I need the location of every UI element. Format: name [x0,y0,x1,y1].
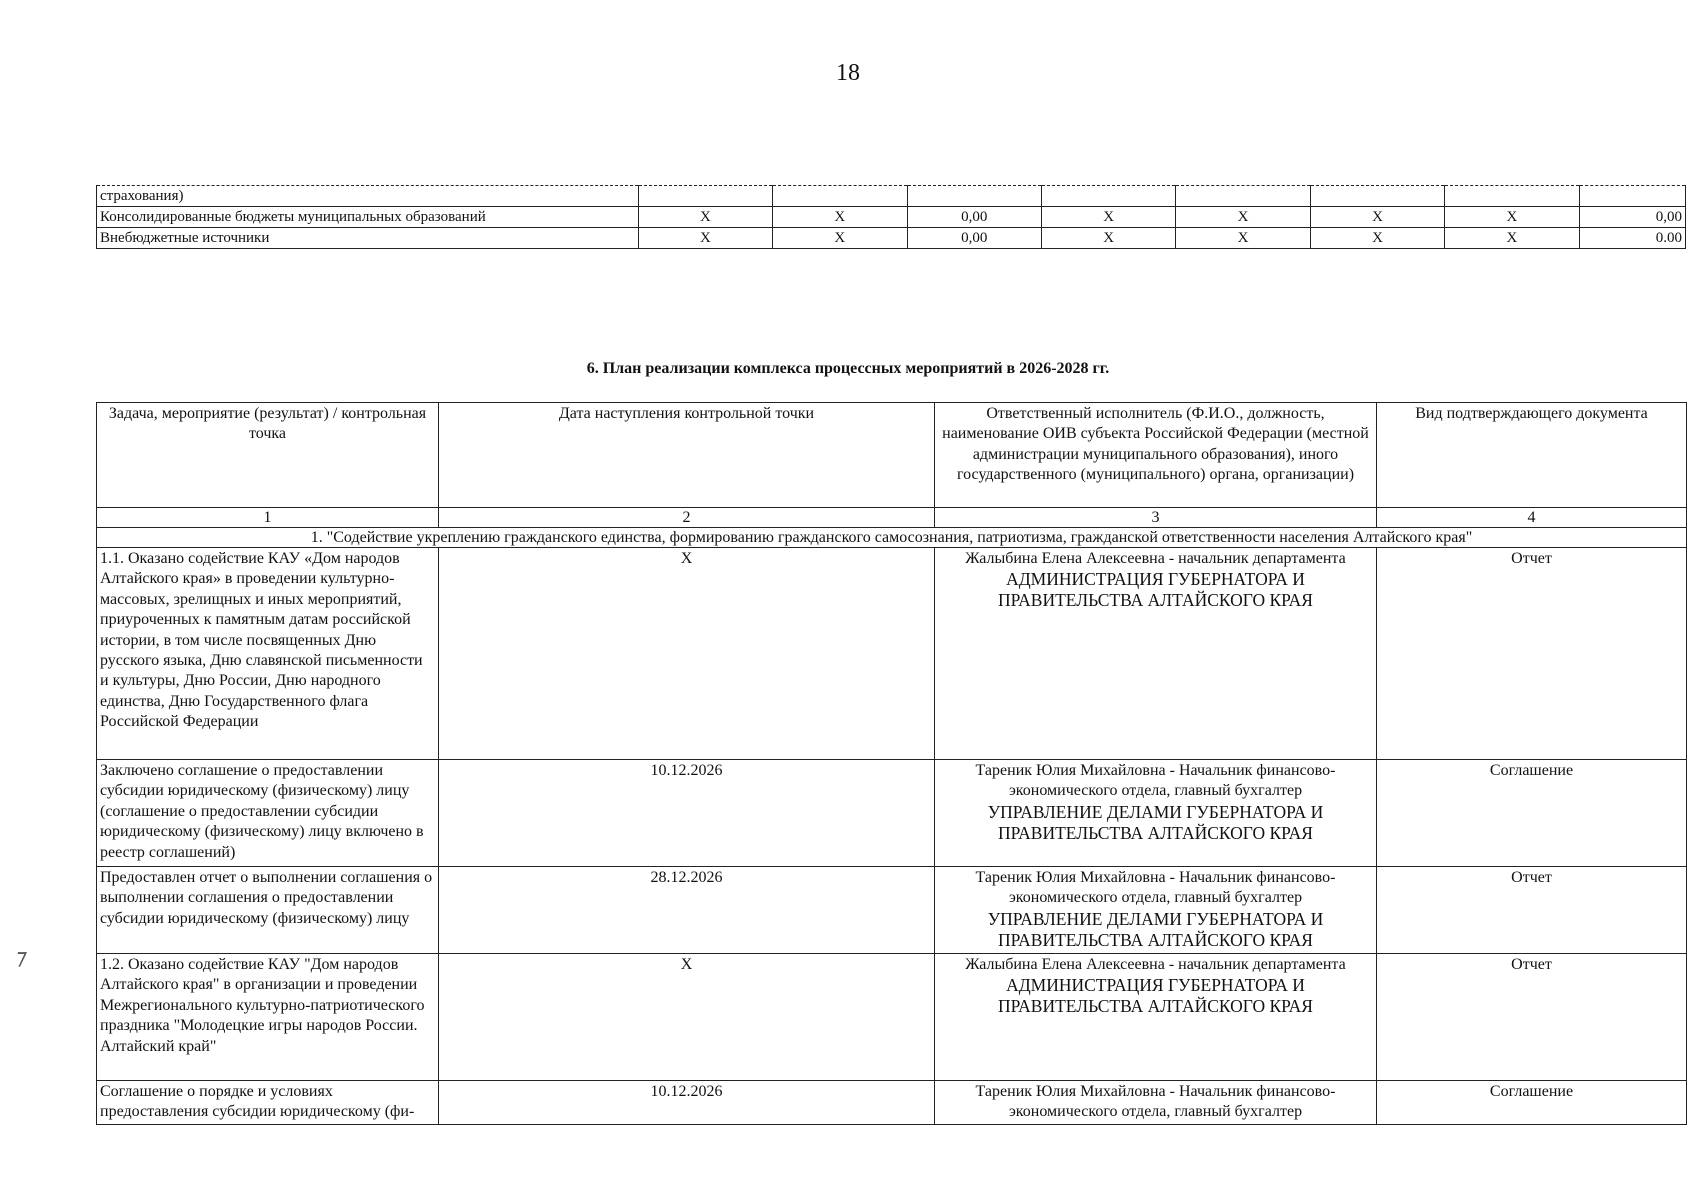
header-row [97,403,1687,508]
date-cell: 10.12.2026 [439,1081,935,1125]
column-header-responsible: Ответственный исполнитель (Ф.И.О., должность, наименование ОИВ субъекта Российской Федерации (местной администрации муниципального образования), иного государственного (муниципального) органа, организации) [935,403,1377,508]
document-cell: Соглашение [1377,760,1687,867]
column-header-document: Вид подтверждающего документа [1377,403,1687,508]
funding-cell [907,186,1041,207]
task-cell: Предоставлен отчет о выполнении соглашения о выполнении соглашения о предоставлении субсидии юридическому (физическому) лицу [97,867,439,954]
column-number: 3 [935,508,1377,528]
responsible-person: Жалыбина Елена Алексеевна - начальник департамента [965,550,1346,567]
section-title: 6. План реализации комплекса процессных мероприятий в 2026-2028 гг. [586,360,1110,377]
table-row [97,186,1686,207]
page-number: 18 [836,60,860,86]
table-row [97,760,1687,867]
date-cell: 10.12.2026 [439,760,935,867]
table-row [97,548,1687,760]
funding-cell: 0,00 [907,228,1041,249]
responsible-cell [935,1081,1377,1125]
responsible-cell [935,548,1377,760]
table-row [97,954,1687,1081]
document-cell: Отчет [1377,954,1687,1081]
funding-cell: X [1041,207,1175,228]
funding-row-label: Внебюджетные источники [97,228,639,249]
funding-cell: X [773,228,907,249]
funding-cell [1445,186,1579,207]
funding-cell: X [773,207,907,228]
funding-cell: X [1176,207,1310,228]
task-cell: 1.1. Оказано содействие КАУ «Дом народов Алтайского края» в проведении культурно-массовых, зрелищных и иных мероприятий, приуроченных к памятным датам российской истории, в том числе посвященных Дню русского языка, Дню славянской письменности и культуры, Дню России, Дню народного единства, Дню Государственного флага Российской Федерации [97,548,439,760]
funding-row-label: страхования) [97,186,639,207]
group-row [97,528,1687,548]
funding-cell: X [1445,207,1579,228]
funding-cell [773,186,907,207]
responsible-organization: АДМИНИСТРАЦИЯ ГУБЕРНАТОРА И ПРАВИТЕЛЬСТВА АЛТАЙСКОГО КРАЯ [998,975,1313,1017]
date-cell: X [439,548,935,760]
funding-cell: X [1310,207,1444,228]
responsible-organization: УПРАВЛЕНИЕ ДЕЛАМИ ГУБЕРНАТОРА И ПРАВИТЕЛЬСТВА АЛТАЙСКОГО КРАЯ [987,801,1324,843]
column-header-task: Задача, мероприятие (результат) / контрольная точка [97,403,439,508]
document-cell: Отчет [1377,548,1687,760]
date-cell: X [439,954,935,1081]
responsible-person: Тареник Юлия Михайловна - Начальник финансово-экономического отдела, главный бухгалтер [975,869,1336,907]
funding-cell [1579,186,1685,207]
column-header-date: Дата наступления контрольной точки [439,403,935,508]
responsible-cell [935,760,1377,867]
table-row [97,1081,1687,1125]
table-row [97,867,1687,954]
funding-cell: 0,00 [1579,207,1685,228]
group-title: 1. "Содействие укреплению гражданского единства, формированию гражданского самосознания, патриотизма, гражданской ответственности населения Алтайского края" [97,528,1687,548]
funding-cell: X [1176,228,1310,249]
date-cell: 28.12.2026 [439,867,935,954]
funding-table [96,185,1686,249]
responsible-cell [935,954,1377,1081]
funding-cell [1310,186,1444,207]
funding-cell: 0,00 [907,207,1041,228]
column-number-row [97,508,1687,528]
funding-cell: X [1310,228,1444,249]
funding-cell: X [638,207,772,228]
funding-cell: X [638,228,772,249]
responsible-person: Тареник Юлия Михайловна - Начальник финансово-экономического отдела, главный бухгалтер [975,1083,1336,1121]
table-row [97,228,1686,249]
responsible-person: Жалыбина Елена Алексеевна - начальник департамента [965,956,1346,973]
plan-table [96,402,1687,1125]
column-number: 2 [439,508,935,528]
funding-row-label: Консолидированные бюджеты муниципальных образований [97,207,639,228]
margin-pen-mark: ⁊ [14,944,25,969]
responsible-organization: АДМИНИСТРАЦИЯ ГУБЕРНАТОРА И ПРАВИТЕЛЬСТВА АЛТАЙСКОГО КРАЯ [998,569,1313,611]
task-cell: 1.2. Оказано содействие КАУ "Дом народов Алтайского края" в организации и проведении Межрегионального культурно-патриотического праздника "Молодецкие игры народов России. Алтайский край" [97,954,439,1081]
document-cell: Отчет [1377,867,1687,954]
responsible-organization: УПРАВЛЕНИЕ ДЕЛАМИ ГУБЕРНАТОРА И ПРАВИТЕЛЬСТВА АЛТАЙСКОГО КРАЯ [987,908,1324,950]
column-number: 1 [97,508,439,528]
funding-cell: X [1445,228,1579,249]
column-number: 4 [1377,508,1687,528]
task-cell: Соглашение о порядке и условиях предоставления субсидии юридическому (фи- [97,1081,439,1125]
funding-cell: 0.00 [1579,228,1685,249]
table-row [97,207,1686,228]
task-cell: Заключено соглашение о предоставлении субсидии юридическому (физическому) лицу (соглашение о предоставлении субсидии юридическому (физическому) лицу включено в реестр соглашений) [97,760,439,867]
funding-cell [638,186,772,207]
funding-cell: X [1041,228,1175,249]
funding-cell [1041,186,1175,207]
responsible-person: Тареник Юлия Михайловна - Начальник финансово-экономического отдела, главный бухгалтер [975,762,1336,800]
document-cell: Соглашение [1377,1081,1687,1125]
responsible-cell [935,867,1377,954]
funding-cell [1176,186,1310,207]
